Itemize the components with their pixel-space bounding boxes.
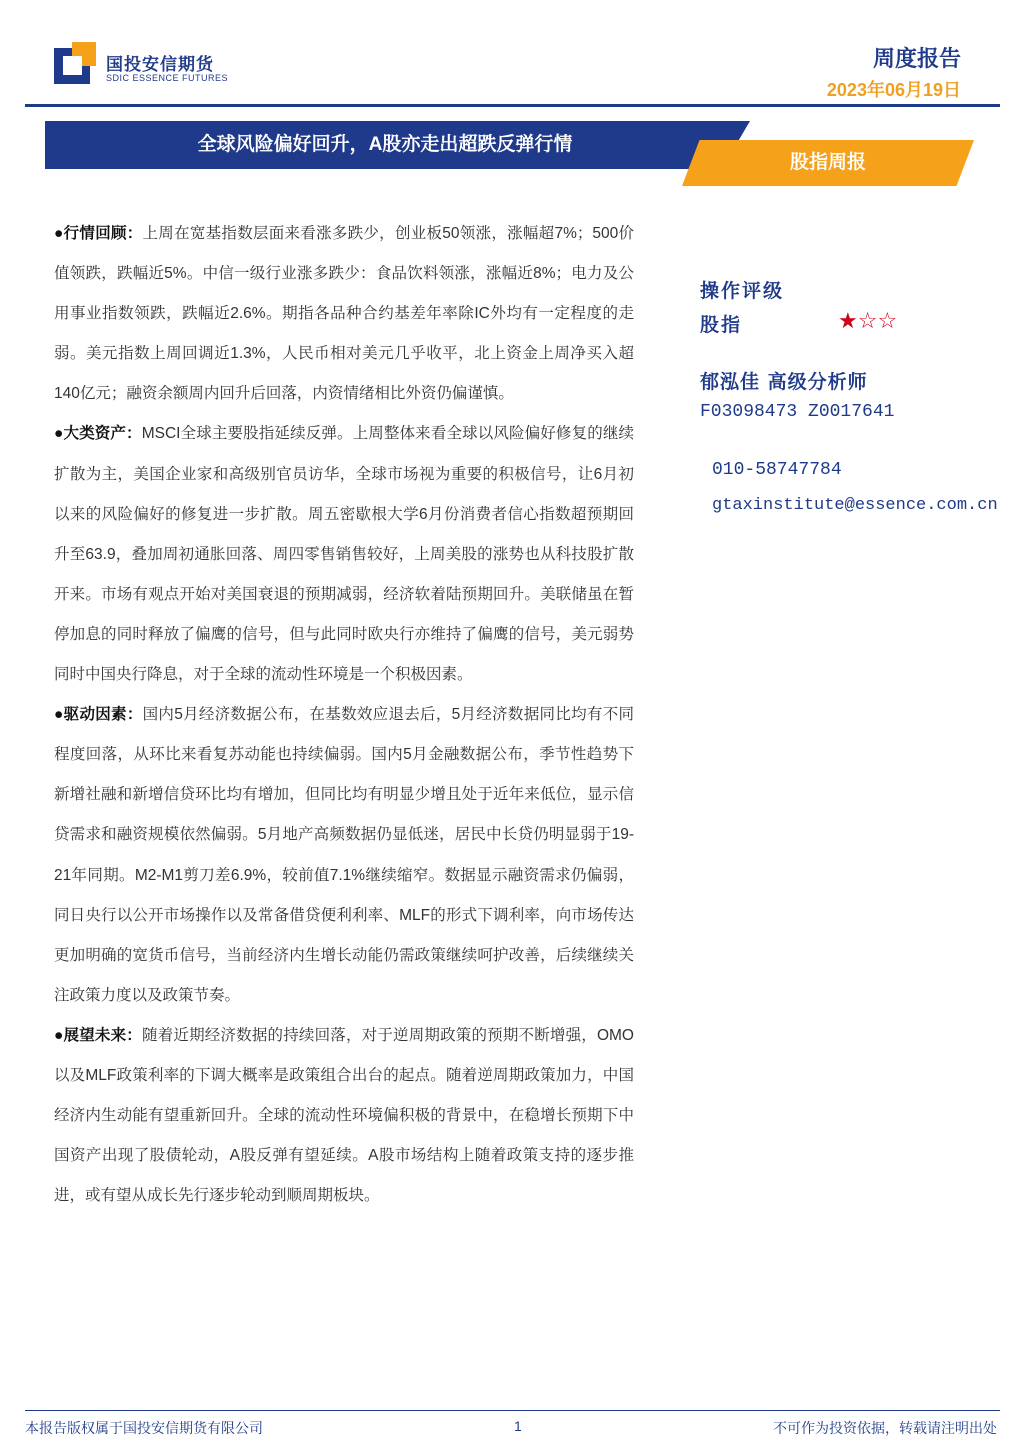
section-market-review [54,214,634,414]
report-date: 2023年06月19日 [826,80,961,100]
contact-email[interactable]: gtaxinstitute@essence.com.cn [712,496,998,515]
section-label: ●大类资产： [54,425,142,443]
section-label: ●展望未来： [54,1026,142,1044]
rating-item: 股指 [700,314,743,336]
rating-label: 操作评级 [700,280,785,302]
header-divider [25,104,1000,107]
report-type: 周度报告 [872,46,961,71]
section-text: 随着近期经济数据的持续回落，对于逆周期政策的预期不断增强，OMO以及MLF政策利率的下调大概率是政策组合出台的起点。随着逆周期政策加力，中国经济内生动能有望重新回升。全球的流动性环境偏积极的背景中，在稳增长预期下中国资产出现了股债轮动，A股反弹有望延续。A股市场结构上随着政策支持的逐步推进，或有望从成长先行逐步轮动到顺周期板块。 [54,1026,634,1205]
logo-company-name: 国投安信期货 [106,55,214,74]
company-logo [54,42,254,92]
section-label: ●行情回顾： [54,225,143,242]
logo-company-english: SDIC ESSENCE FUTURES [106,73,229,83]
section-major-assets [54,414,634,695]
section-text: 上周在宽基指数层面来看涨多跌少，创业板50领涨，涨幅超7%；500价值领跌，跌幅近5%。中信一级行业涨多跌少：食品饮料领涨，涨幅近8%；电力及公用事业指数领跌，跌幅近2.6%。期指各品种合约基差年率除IC外均有一定程度的走弱。美元指数上周回调近1.3%，人民币相对美元几乎收平，北上资金上周净买入超140亿元；融资余额周内回升后回落，内资情绪相比外资仍偏谨慎。 [54,225,634,403]
rating-stars-icon: ★☆☆ [838,308,898,333]
logo-mark-icon [54,42,96,84]
section-drivers [54,695,634,1016]
analyst-certificate: F03098473 Z0017641 [700,402,895,422]
analyst-name: 郁泓佳 高级分析师 [700,371,868,393]
footer-divider [25,1410,1000,1411]
section-text: MSCI全球主要股指延续反弹。上周整体来看全球以风险偏好修复的继续扩散为主，美国企业家和高级别官员访华，全球市场视为重要的积极信号，让6月初以来的风险偏好的修复进一步扩散。周五密歇根大学6月份消费者信心指数超预期回升至63.9，叠加周初通胀回落、周四零售销售较好，上周美股的涨势也从科技股扩散开来。市场有观点开始对美国衰退的预期减弱，经济软着陆预期回升。美联储虽在暂停加息的同时释放了偏鹰的信号，但与此同时欧央行亦维持了偏鹰的信号，美元弱势同时中国央行降息，对于全球的流动性环境是一个积极因素。 [54,425,634,684]
contact-phone: 010-58747784 [712,460,842,480]
footer-copyright: 本报告版权属于国投安信期货有限公司 [25,1420,263,1436]
section-text: 国内5月经济数据公布，在基数效应退去后，5月经济数据同比均有不同程度回落，从环比来看复苏动能也持续偏弱。国内5月金融数据公布，季节性趋势下新增社融和新增信贷环比均有增加，但同比均有明显少增且处于近年来低位，显示信贷需求和融资规模依然偏弱。5月地产高频数据仍显低迷，居民中长贷仍明显弱于19-21年同期。M2-M1剪刀差6.9%，较前值7.1%继续缩窄。数据显示融资需求仍偏弱，同日央行以公开市场操作以及常备借贷便利利率、MLF的形式下调利率，向市场传达更加明确的宽货币信号，当前经济内生增长动能仍需政策继续呵护改善，后续继续关注政策力度以及政策节奏。 [54,706,634,1004]
report-title: 全球风险偏好回升，A股亦走出超跌反弹行情 [197,134,573,155]
category-tag: 股指周报 [789,152,866,173]
page-number: 1 [514,1418,522,1434]
footer-disclaimer: 不可作为投资依据，转载请注明出处 [773,1420,997,1436]
report-body [54,214,634,1216]
section-outlook [54,1016,634,1216]
section-label: ●驱动因素： [54,706,143,724]
